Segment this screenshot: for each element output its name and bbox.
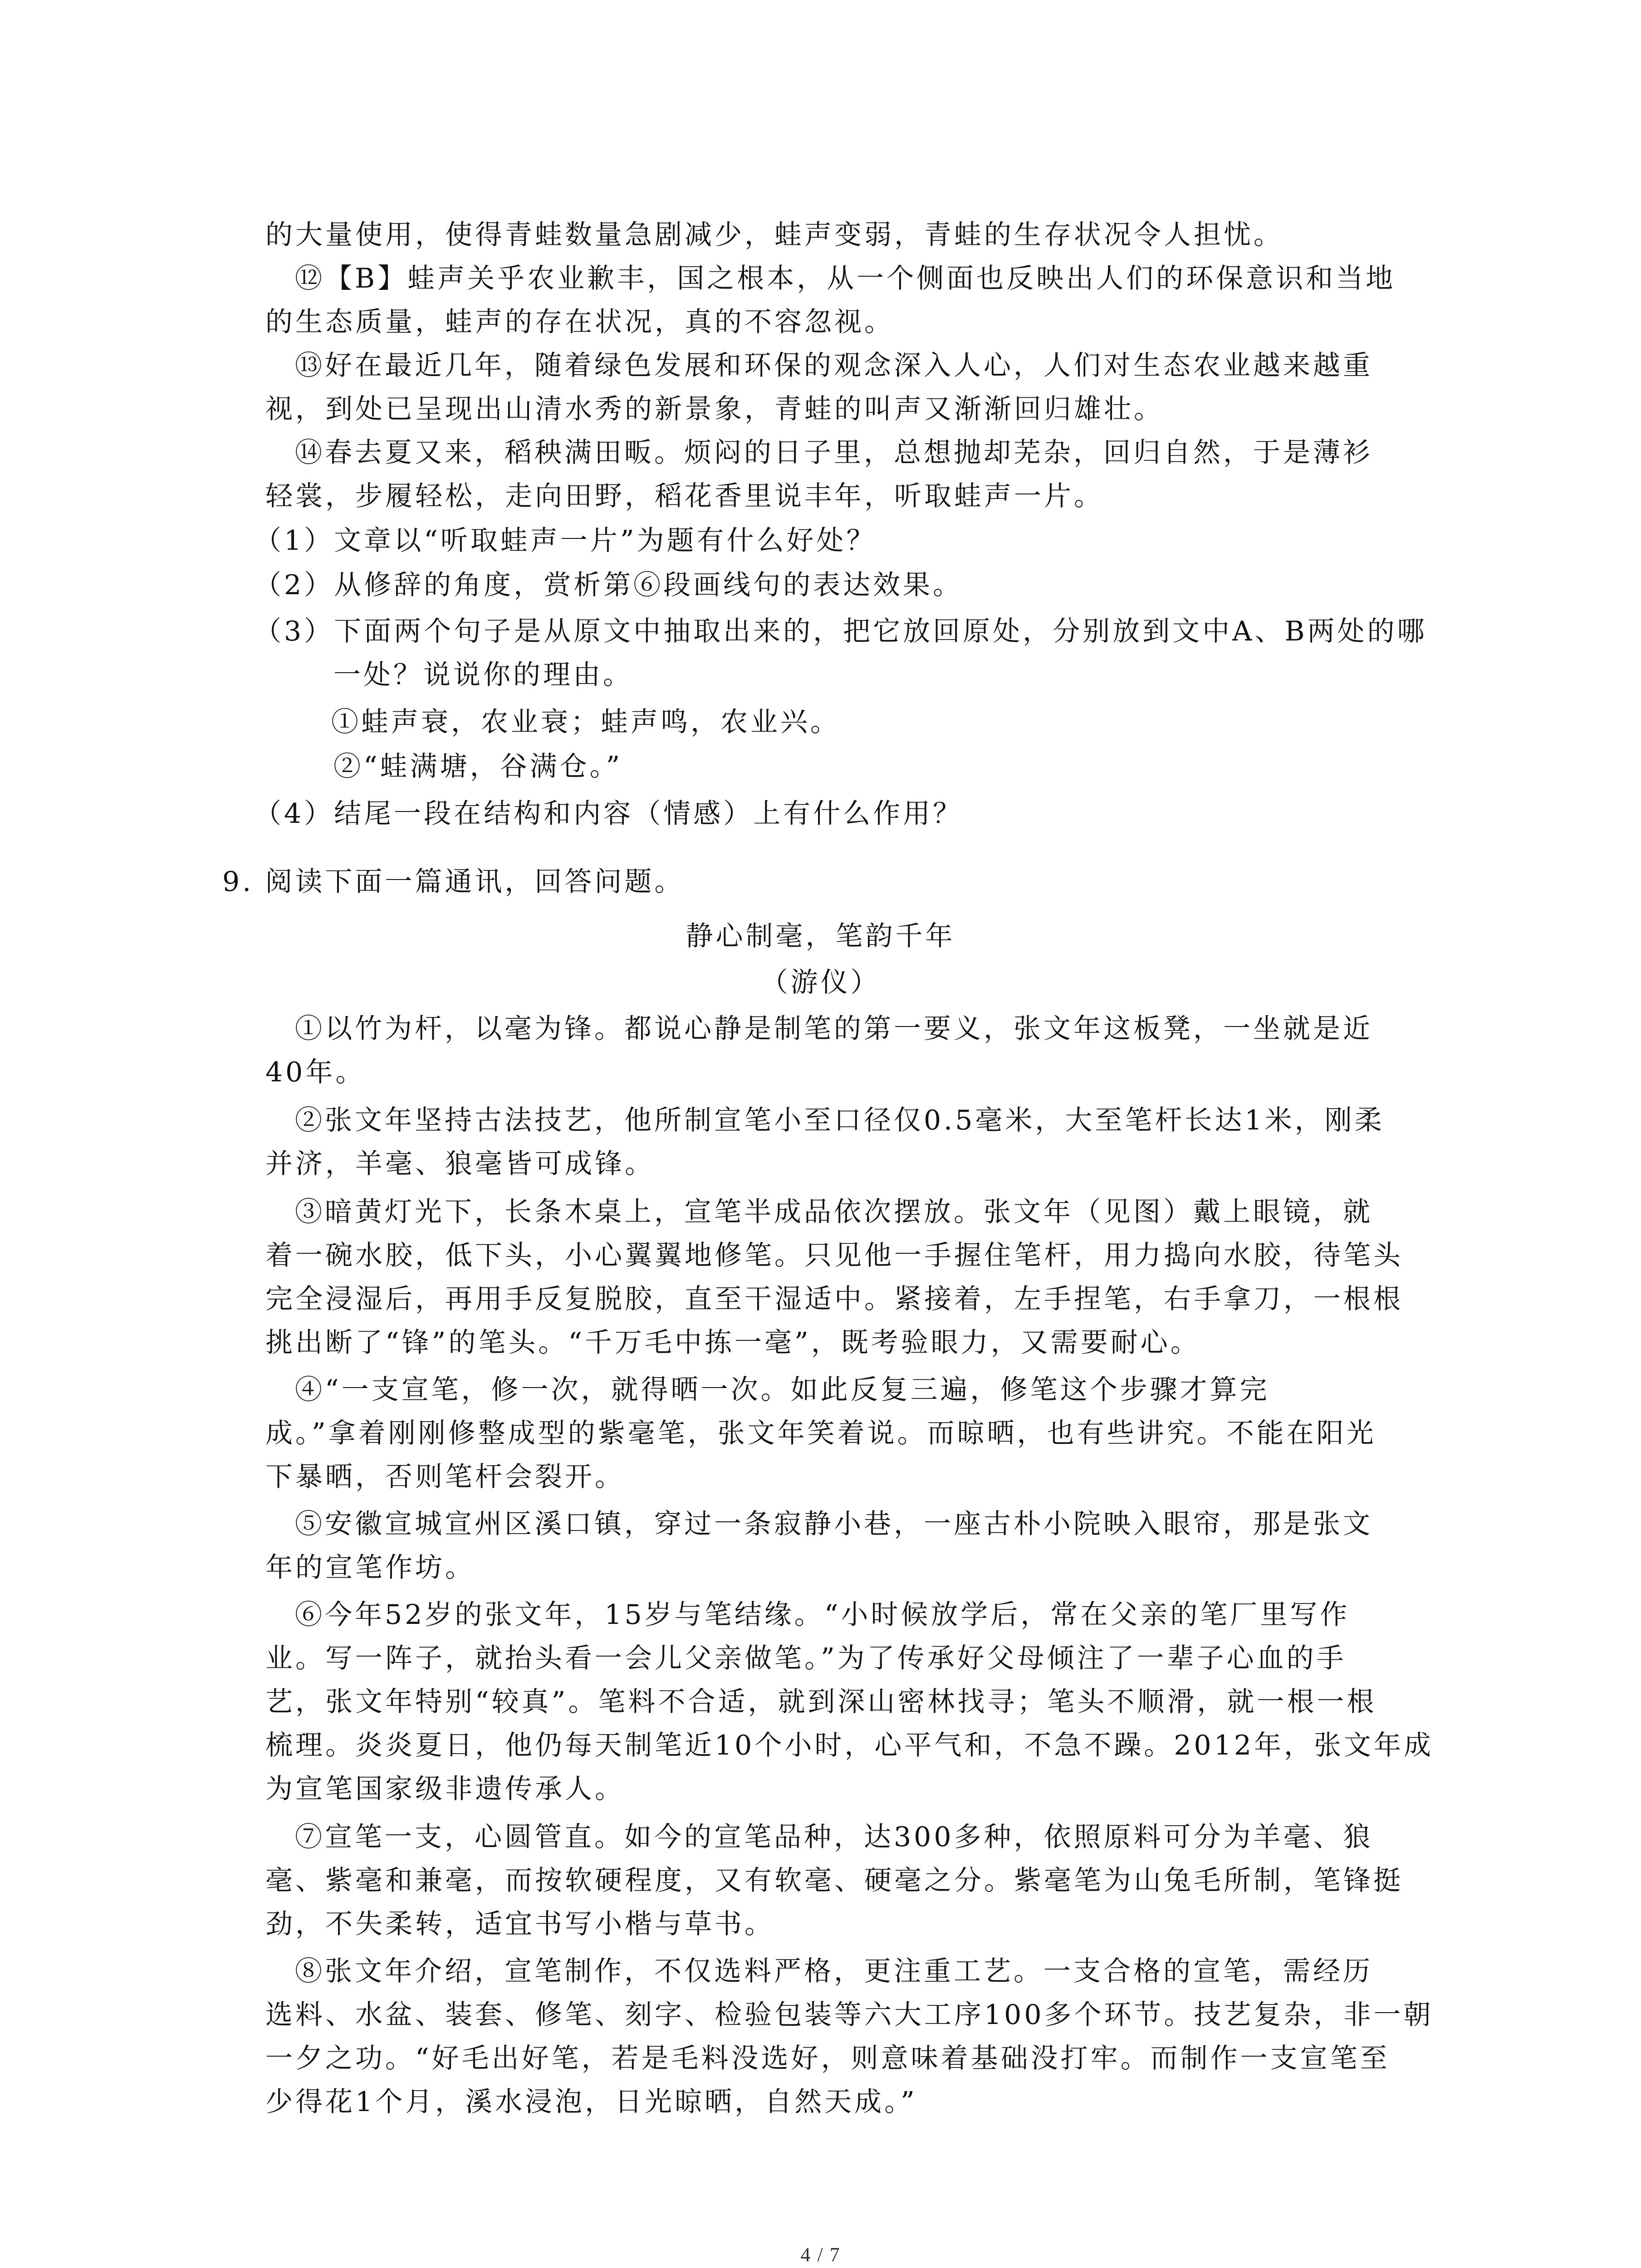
text-line: 挑出断了“锋”的笔头。“千万毛中拣一毫”，既考验眼力，又需要耐心。: [265, 1327, 1200, 1359]
text-line: ②张文年坚持古法技艺，他所制宣笔小至口径仅0.5毫米，大至笔杆长达1米，刚柔: [295, 1105, 1385, 1136]
article-author: （游仪）: [760, 967, 881, 998]
text-line: ⑤安徽宣城宣州区溪口镇，穿过一条寂静小巷，一座古朴小院映入眼帘，那是张文: [295, 1508, 1373, 1540]
question-3-sentence-2: ②“蛙满塘，谷满仓。”: [333, 751, 623, 782]
text-line: 下暴晒，否则笔杆会裂开。: [265, 1461, 625, 1493]
text-line: 业。写一阵子，就抬头看一会儿父亲做笔。”为了传承好父母倾注了一辈子心血的手: [265, 1642, 1347, 1674]
text-line: 成。”拿着刚刚修整成型的紫毫笔，张文年笑着说。而晾晒，也有些讲究。不能在阳光: [265, 1418, 1376, 1449]
text-line: ⑦宣笔一支，心圆管直。如今的宣笔品种，达300多种，依照原料可分为羊毫、狼: [295, 1821, 1373, 1853]
text-line: ③暗黄灯光下，长条木桌上，宣笔半成品依次摆放。张文年（见图）戴上眼镜，就: [295, 1196, 1373, 1228]
text-line: 一夕之功。“好毛出好笔，若是毛料没选好，则意味着基础没打牢。而制作一支宣笔至: [265, 2043, 1390, 2074]
question-3-sentence-1: ①蛙声衰，农业衰；蛙声鸣，农业兴。: [331, 706, 840, 738]
text-line: ④“一支宣笔，修一次，就得晒一次。如此反复三遍，修笔这个步骤才算完: [295, 1374, 1270, 1406]
text-line: 年的宣笔作坊。: [265, 1552, 475, 1584]
text-line: 劲，不失柔转，适宜书写小楷与草书。: [265, 1908, 774, 1940]
text-line: 的大量使用，使得青蛙数量急剧减少，蛙声变弱，青蛙的生存状况令人担忧。: [265, 219, 1283, 251]
text-line: 为宣笔国家级非遗传承人。: [265, 1773, 625, 1805]
question-9-prompt: 9. 阅读下面一篇通讯，回答问题。: [222, 866, 685, 898]
question-1: （1）文章以“听取蛙声一片”为题有什么好处？: [254, 525, 877, 557]
question-3: （3）下面两个句子是从原文中抽取出来的，把它放回原处，分别放到文中A、B两处的哪: [254, 616, 1427, 647]
question-2: （2）从修辞的角度，赏析第⑥段画线句的表达效果。: [254, 569, 963, 601]
text-line: 艺，张文年特别“较真”。笔料不合适，就到深山密林找寻；笔头不顺滑，就一根一根: [265, 1686, 1377, 1718]
text-line: 毫、紫毫和兼毫，而按软硬程度，又有软毫、硬毫之分。紫毫笔为山兔毛所制，笔锋挺: [265, 1865, 1403, 1897]
text-line: 完全浸湿后，再用手反复脱胶，直至干湿适中。紧接着，左手捏笔，右手拿刀，一根根: [265, 1283, 1403, 1315]
text-line: ①以竹为杆，以毫为锋。都说心静是制笔的第一要义，张文年这板凳，一坐就是近: [295, 1013, 1373, 1045]
page-number: 4 / 7: [800, 2244, 841, 2266]
text-line: 并济，羊毫、狼毫皆可成锋。: [265, 1148, 655, 1180]
text-line: ⑭春去夏又来，稻秧满田畈。烦闷的日子里，总想抛却芜杂，回归自然，于是薄衫: [295, 437, 1373, 469]
text-line: ⑥今年52岁的张文年，15岁与笔结缘。“小时候放学后，常在父亲的笔厂里写作: [295, 1599, 1350, 1631]
text-line: 的生态质量，蛙声的存在状况，真的不容忽视。: [265, 306, 894, 338]
text-line: 40年。: [265, 1056, 366, 1088]
question-3-continued: 一处？说说你的理由。: [333, 659, 633, 691]
text-line: ⑧张文年介绍，宣笔制作，不仅选料严格，更注重工艺。一支合格的宣笔，需经历: [295, 1955, 1373, 1987]
text-line: 着一碗水胶，低下头，小心翼翼地修笔。只见他一手握住笔杆，用力捣向水胶，待笔头: [265, 1240, 1403, 1271]
text-line: 梳理。炎炎夏日，他仍每天制笔近10个小时，心平气和，不急不躁。2012年，张文年成: [265, 1730, 1434, 1761]
article-title: 静心制毫，笔韵千年: [686, 920, 955, 952]
text-line: ⑬好在最近几年，随着绿色发展和环保的观念深入人心，人们对生态农业越来越重: [295, 350, 1373, 381]
text-line: 视，到处已呈现出山清水秀的新景象，青蛙的叫声又渐渐回归雄壮。: [265, 393, 1164, 425]
text-line: 轻裳，步履轻松，走向田野，稻花香里说丰年，听取蛙声一片。: [265, 480, 1104, 512]
question-4: （4）结尾一段在结构和内容（情感）上有什么作用？: [254, 798, 963, 830]
text-line: ⑫【B】蛙声关乎农业歉丰，国之根本，从一个侧面也反映出人们的环保意识和当地: [295, 263, 1396, 294]
text-line: 选料、水盆、装套、修笔、刻字、检验包装等六大工序100多个环节。技艺复杂，非一朝: [265, 1999, 1434, 2031]
text-line: 少得花1个月，溪水浸泡，日光晾晒，自然天成。”: [265, 2086, 917, 2118]
